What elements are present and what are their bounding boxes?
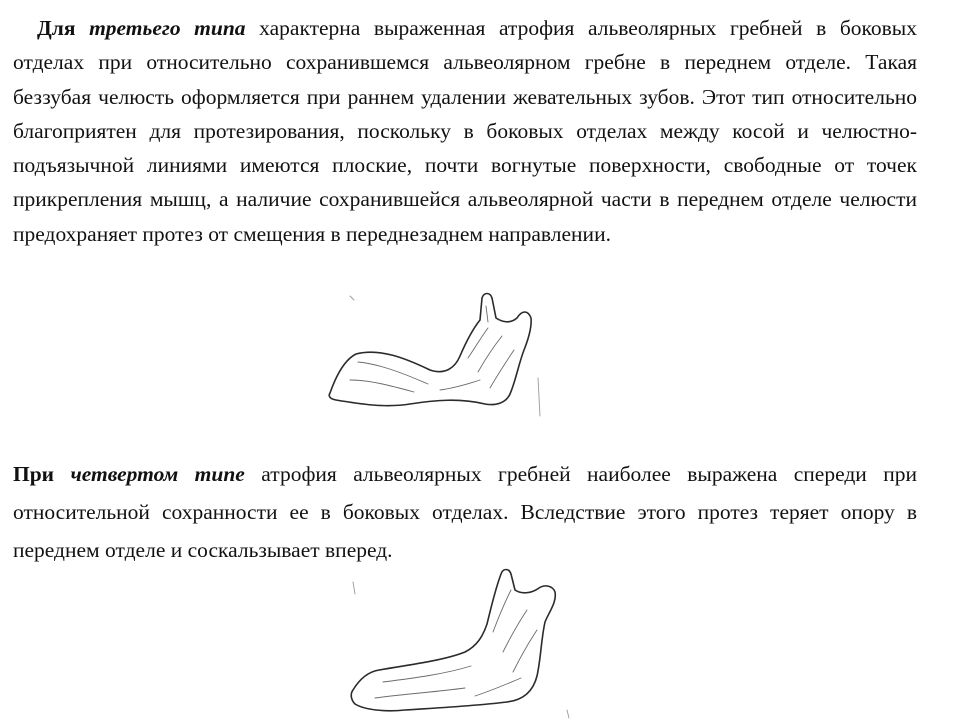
paragraph-type-3 <box>13 11 917 251</box>
mandible-type-4-illustration <box>335 560 585 720</box>
paragraph-type-3-lead: Для <box>37 16 76 40</box>
paragraph-type-4-text: атрофия альвеолярных гребней наиболее выражена спереди при относительной сохранности ее в боковых отделах. Вследствие этого протез теряет опору в переднем отделе и соскальзывает вперед. <box>13 462 917 562</box>
paragraph-type-3-emphasis: третьего типа <box>89 16 246 40</box>
paragraph-type-4-emphasis: четвертом типе <box>70 462 245 486</box>
mandible-type-3-illustration <box>310 288 560 428</box>
paragraph-type-3-text: характерна выраженная атрофия альвеолярных гребней в боковых отделах при относительно сохранившемся альвеолярном гребне в переднем отделе. Такая беззубая челюсть оформляется при раннем удалении жевательных зубов. Этот тип относительно благоприятен для протезирования, поскольку в боковых отделах между косой и челюстно-подъязычной линиями имеются плоские, почти вогнутые поверхности, свободные от точек прикрепления мышц, а наличие сохранившейся альвеолярной части в переднем отделе челюсти предохраняет протез от смещения в переднезаднем направлении. <box>13 16 917 246</box>
paragraph-type-4-lead: При <box>13 462 55 486</box>
paragraph-type-4 <box>13 455 917 569</box>
